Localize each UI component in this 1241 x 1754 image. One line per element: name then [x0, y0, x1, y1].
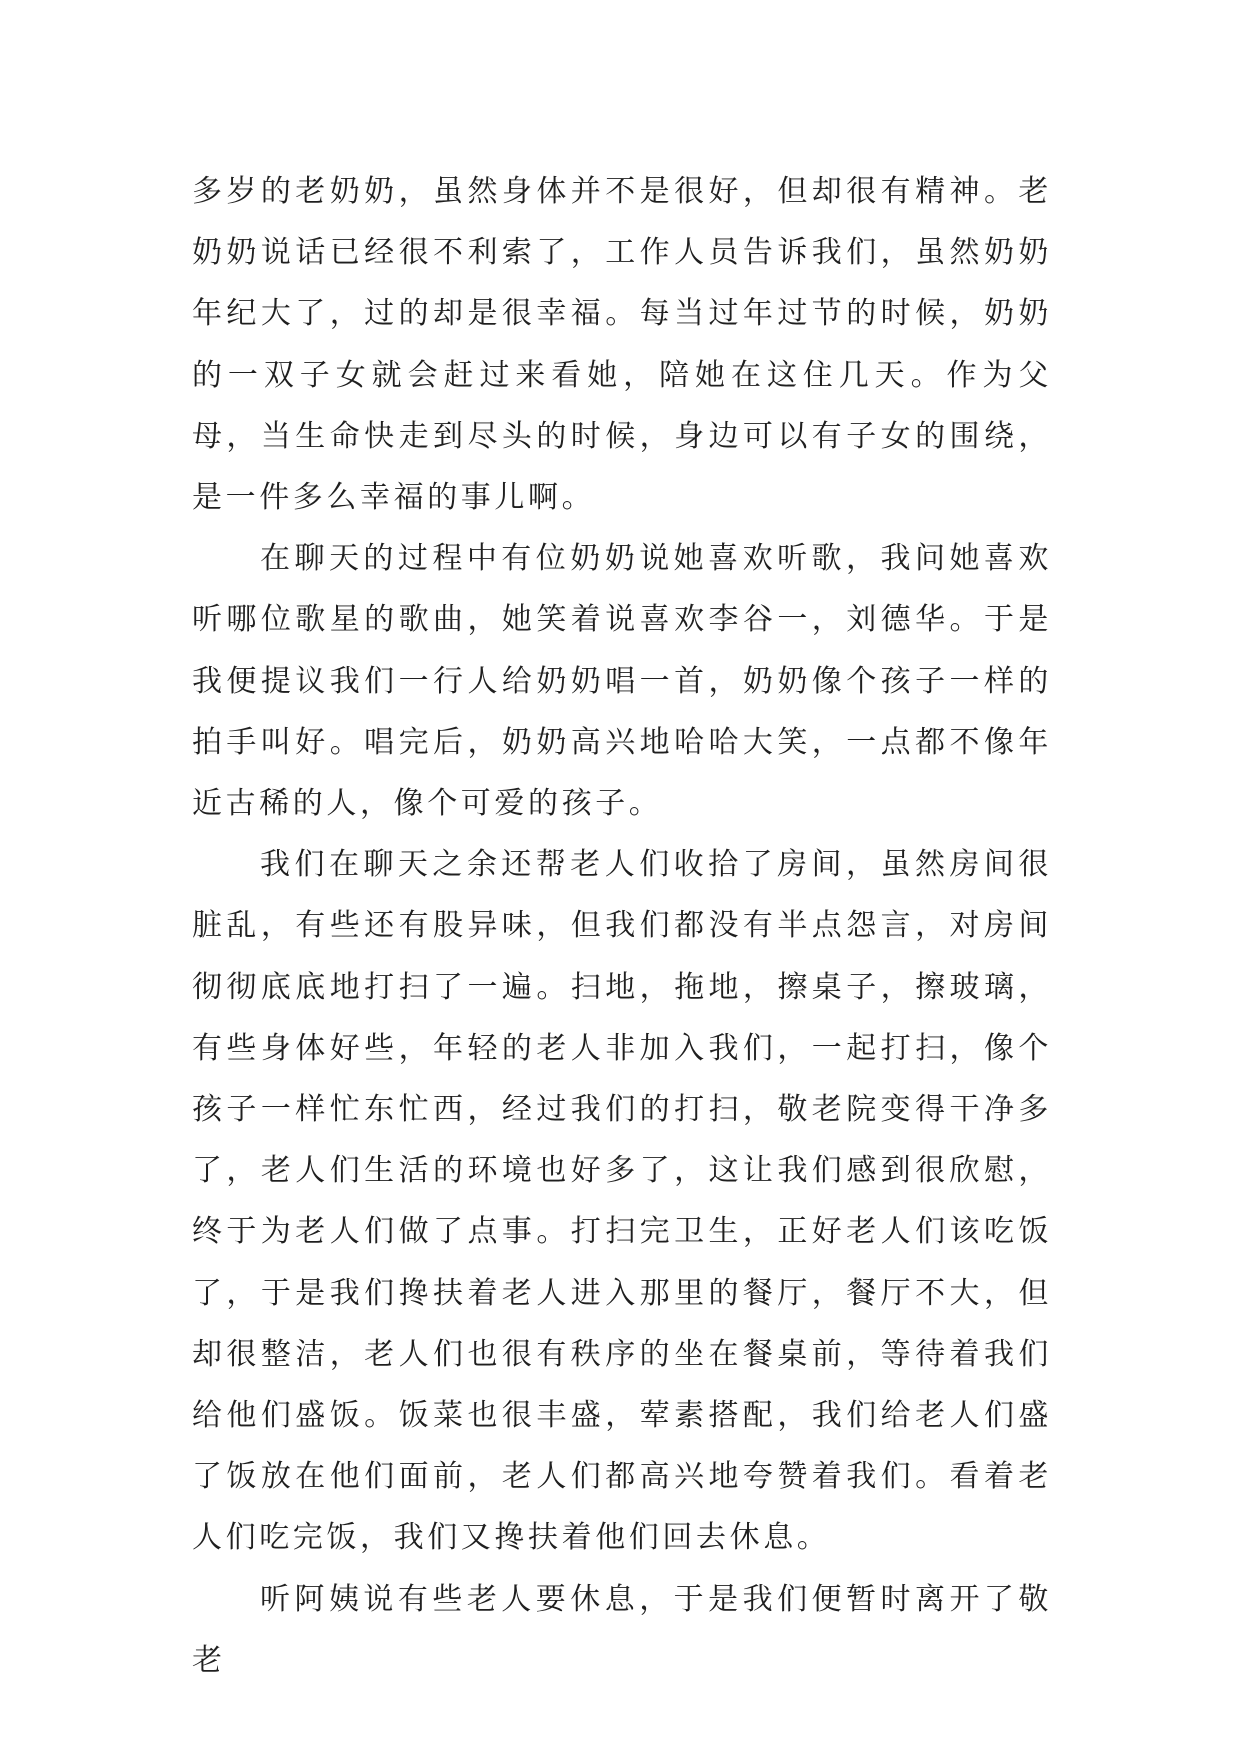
paragraph-1: 多岁的老奶奶，虽然身体并不是很好，但却很有精神。老奶奶说话已经很不利索了，工作人员告诉我们，虽然奶奶年纪大了，过的却是很幸福。每当过年过节的时候，奶奶的一双子女就会赶过来看她，陪她在这住几天。作为父母，当生命快走到尽头的时候，身边可以有子女的围绕，是一件多么幸福的事儿啊。	[192, 174, 1052, 516]
paragraph-4: 听阿姨说有些老人要休息，于是我们便暂时离开了敬老	[192, 1581, 1052, 1678]
document-body	[192, 161, 1052, 1691]
paragraph-3: 我们在聊天之余还帮老人们收拾了房间，虽然房间很脏乱，有些还有股异味，但我们都没有半点怨言，对房间彻彻底底地打扫了一遍。扫地，拖地，擦桌子，擦玻璃，有些身体好些，年轻的老人非加入我们，一起打扫，像个孩子一样忙东忙西，经过我们的打扫，敬老院变得干净多了，老人们生活的环境也好多了，这让我们感到很欣慰，终于为老人们做了点事。打扫完卫生，正好老人们该吃饭了，于是我们搀扶着老人进入那里的餐厅，餐厅不大，但却很整洁，老人们也很有秩序的坐在餐桌前，等待着我们给他们盛饭。饭菜也很丰盛，荤素搭配，我们给老人们盛了饭放在他们面前，老人们都高兴地夸赞着我们。看着老人们吃完饭，我们又搀扶着他们回去休息。	[192, 847, 1052, 1556]
paragraph-2: 在聊天的过程中有位奶奶说她喜欢听歌，我问她喜欢听哪位歌星的歌曲，她笑着说喜欢李谷一，刘德华。于是我便提议我们一行人给奶奶唱一首，奶奶像个孩子一样的拍手叫好。唱完后，奶奶高兴地哈哈大笑，一点都不像年近古稀的人，像个可爱的孩子。	[192, 541, 1052, 822]
